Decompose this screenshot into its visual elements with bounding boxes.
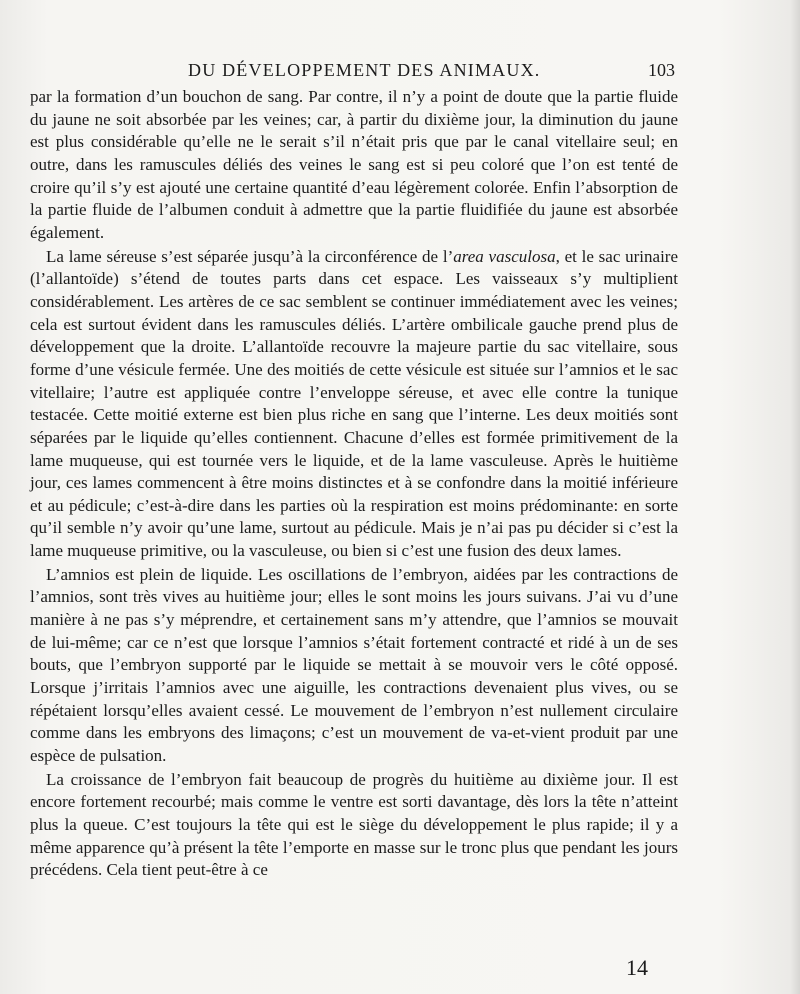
paragraph-3: L’amnios est plein de liquide. Les oscillations de l’embryon, aidées par les contractions de l’amnios, sont très vives au huitième jour; elles le sont moins les jours suivans. J’ai vu d’une manière à ne pas s’y méprendre, et certainement sans m’y attendre, que l’amnios se mouvait de lui-même; car ce n’est que lorsque l’amnios s’était fortement contracté et ridé à un de ses bouts, que l’embryon supporté par le liquide se mettait à se mouvoir vers le côté opposé. Lorsque j’irritais l’amnios avec une aiguille, les contractions devenaient plus vives, ou se répétaient lorsqu’elles avaient cessé. Le mouvement de l’embryon n’est nullement circulaire comme dans les embryons des limaçons; c’est un mouvement de va-et-vient produit par une espèce de pulsation. [30,564,678,766]
paragraph-1: par la formation d’un bouchon de sang. Par contre, il n’y a point de doute que la partie fluide du jaune ne soit absorbée par les veines; car, à partir du dixième jour, la diminution du jaune est plus considérable qu’elle ne le serait s’il n’était pris que par le canal vitellaire seul; en outre, dans les ramuscules déliés des veines le sang est si peu coloré que l’on est tenté de croire qu’il s’y est ajouté une certaine quantité d’eau légèrement colorée. Enfin l’absorption de la partie fluide de l’albumen conduit à admettre que la partie fluidifiée du jaune est absorbée également. [30,87,678,242]
paragraph-2: La lame séreuse s’est séparée jusqu’à la circonférence de l’area vasculosa, et le sac urinaire (l’allantoïde) s’étend de toutes parts dans cet espace. Les vaisseaux s’y multiplient considérablement. Les artères de ce sac semblent se continuer immédiatement avec les veines; cela est surtout évident dans les ramuscules déliés. L’artère ombilicale gauche prend plus de développement que la droite. L’allantoïde recouvre la majeure partie du sac vitellaire, sous forme d’une vésicule fermée. Une des moitiés de cette vésicule est située sur l’amnios et le sac vitellaire; l’autre est appliquée contre l’enveloppe séreuse, et avec elle contre la tunique testacée. Cette moitié externe est bien plus riche en sang que l’interne. Les deux moitiés sont séparées par le liquide qu’elles contiennent. Chacune d’elles est formée primitivement de la lame muqueuse, qui est tournée vers le liquide, et de la lame vasculeuse. Après le huitième jour, ces lames commencent à être moins distinctes et à se confondre dans la moitié inférieure et au pédicule; c’est-à-dire dans les parties où la respiration est moins prédominante: en sorte qu’il semble n’y avoir qu’une lame, surtout au pédicule. Mais je n’ai pas pu décider si c’est la lame muqueuse primitive, ou la vasculeuse, ou bien si c’est une fusion des deux lames. [30,246,678,561]
body-text [30,86,678,882]
signature-mark: 14 [626,955,648,980]
page-header [0,60,800,86]
latin-term: area vasculosa [453,246,556,266]
running-title: DU DÉVELOPPEMENT DES ANIMAUX. [188,60,541,80]
page-number: 103 [648,60,675,80]
page-edge-shadow [790,0,800,994]
paragraph-4: La croissance de l’embryon fait beaucoup de progrès du huitième au dixième jour. Il est encore fortement recourbé; mais comme le ventre est sorti davantage, dès lors la tête n’atteint plus la queue. C’est toujours la tête qui est le siège du développement le plus rapide; il y a même apparence qu’à présent la tête l’emporte en masse sur le tronc plus que pendant les jours précédens. Cela tient peut-être à ce [30,769,678,880]
